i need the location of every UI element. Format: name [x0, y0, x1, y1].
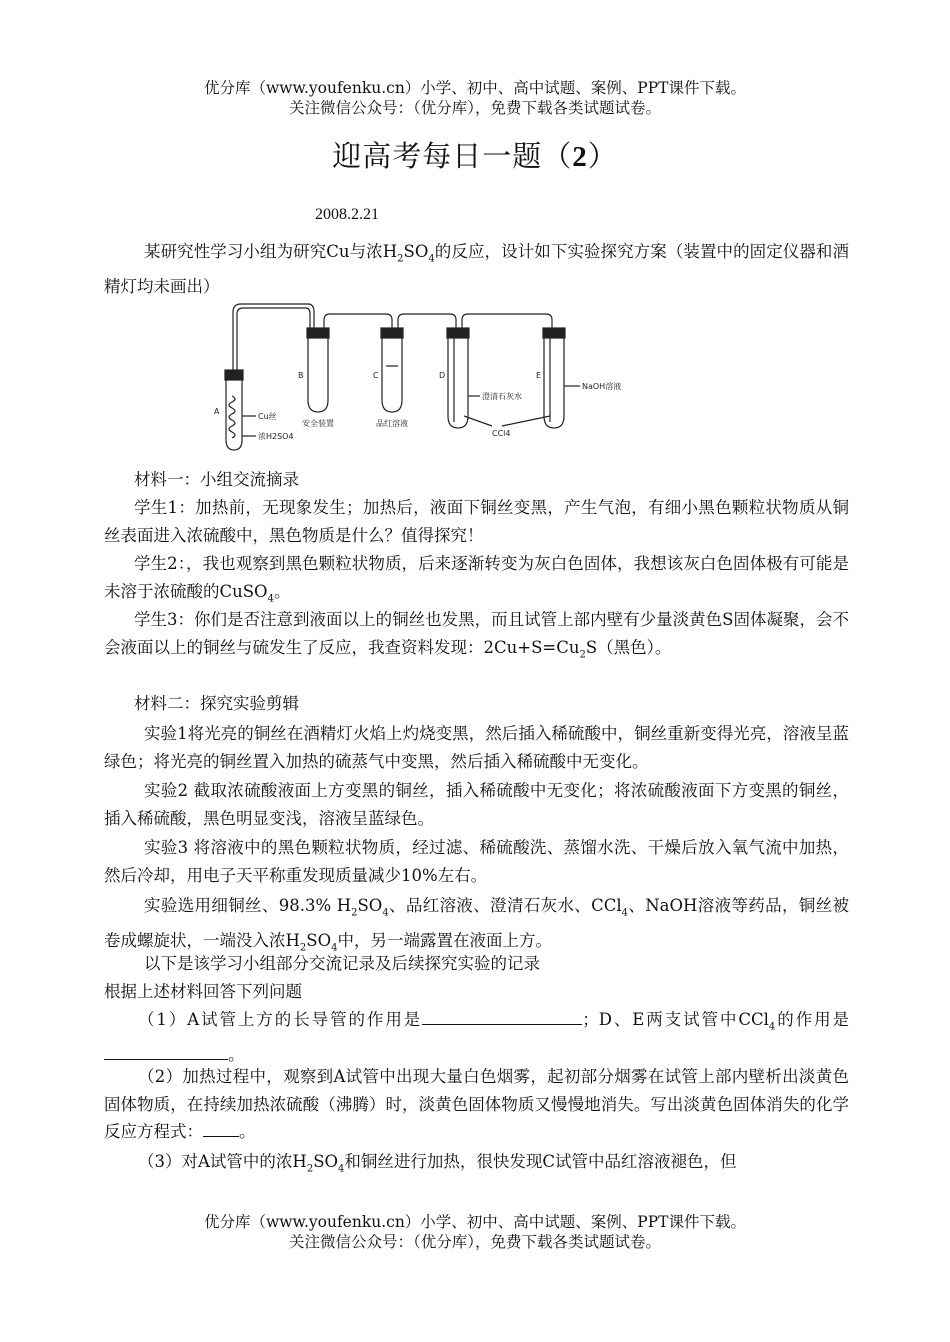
label-b: B: [298, 371, 304, 380]
question-3: （3）对A试管中的浓$H_2SO_4$和铜丝进行加热，很快发现C试管中品红溶液褪色，但: [138, 1152, 737, 1175]
header-line-2: 关注微信公众号：（优分库），免费下载各类试题试卷。: [288, 99, 661, 117]
apparatus-diagram: [210, 298, 650, 458]
label-a: A: [214, 407, 220, 416]
instruction-text: 根据上述材料回答下列问题: [104, 982, 302, 1001]
label-ccl4: CCl4: [492, 429, 511, 438]
material2-heading: 材料二：探究实验剪辑: [134, 694, 299, 713]
reagents-paragraph: 实验选用细铜丝、98.3% $H_2SO_4$、品红溶液、澄清石灰水、CCl$_4$、NaOH溶液等药品，铜丝被卷成螺旋状，一端没入浓$H_2SO_4$中，另一端露置在液面上方。: [104, 896, 849, 954]
label-cu: Cu丝: [258, 412, 277, 421]
experiment1-paragraph: 实验1将光亮的铜丝在酒精灯火焰上灼烧变黑，然后插入稀硫酸中，铜丝重新变得光亮，溶液呈蓝绿色；将光亮的铜丝置入加热的硫蒸气中变黑，然后插入稀硫酸中无变化。: [104, 724, 849, 771]
header-line-1: 优分库（www.youfenku.cn）小学、初中、高中试题、案例、PPT课件下载。: [203, 79, 747, 97]
label-limewater: 澄清石灰水: [482, 392, 522, 401]
answer-blank-2[interactable]: [104, 1041, 228, 1060]
intro-paragraph: 某研究性学习小组为研究Cu与浓$H_2SO_4$的反应，设计如下实验探究方案（装置中的固定仪器和酒精灯均未画出）: [104, 242, 850, 296]
title-text: 迎高考每日一题（: [332, 139, 573, 173]
label-e: E: [536, 371, 542, 380]
following-text: 以下是该学习小组部分交流记录及后续探究实验的记录: [144, 954, 540, 973]
label-pinhong: 品红溶液: [376, 419, 408, 428]
label-acid: 浓H2SO4: [258, 432, 294, 441]
experiment3-paragraph: 实验3 将溶液中的黑色颗粒状物质，经过滤、稀硫酸洗、蒸馏水洗、干燥后放入氧气流中加热，然后冷却，用电子天平称重发现质量减少10%左右。: [104, 838, 849, 885]
date: 2008.2.21: [315, 206, 379, 223]
label-c: C: [373, 371, 379, 380]
question-1: （1）A试管上方的长导管的作用是 ；D、E两支试管中CCl$_4$的作用是。: [104, 1006, 849, 1068]
footer-line-1: 优分库（www.youfenku.cn）小学、初中、高中试题、案例、PPT课件下载。: [203, 1213, 747, 1231]
question-2: （2）加热过程中，观察到A试管中出现大量白色烟雾，起初部分烟雾在试管上部内壁析出淡黄色固体物质，在持续加热浓硫酸（沸腾）时，淡黄色固体物质又慢慢地消失。写出淡黄色固体消失的化学反应方程式： 。: [104, 1067, 849, 1141]
label-d: D: [439, 371, 446, 380]
footer-line-2: 关注微信公众号：（优分库），免费下载各类试题试卷。: [288, 1233, 661, 1251]
title-end: ）: [587, 139, 618, 173]
student1-paragraph: 学生1：加热前，无现象发生；加热后，液面下铜丝变黑，产生气泡，有细小黑色颗粒状物质从铜丝表面进入浓硫酸中，黑色物质是什么？值得探究！: [104, 498, 849, 545]
material1-heading: 材料一：小组交流摘录: [134, 470, 299, 489]
title-number: 2: [572, 141, 588, 173]
label-naoh: NaOH溶液: [582, 382, 622, 391]
answer-blank-1[interactable]: [422, 1006, 582, 1025]
student2-paragraph: 学生2：，我也观察到黑色颗粒状物质，后来逐渐转变为灰白色固体，我想该灰白色固体极有可能是未溶于浓硫酸的CuSO$_4$。: [104, 554, 849, 604]
answer-blank-3[interactable]: [203, 1118, 239, 1137]
page-title: [0, 134, 950, 175]
student3-paragraph: 学生3：你们是否注意到液面以上的铜丝也发黑，而且试管上部内壁有少量淡黄色S固体凝聚，会不会液面以上的铜丝与硫发生了反应，我查资料发现：$2Cu+S=Cu_2S$（黑色）。: [104, 610, 849, 660]
experiment2-paragraph: 实验2 截取浓硫酸液面上方变黑的铜丝，插入稀硫酸中无变化；将浓硫酸液面下方变黑的铜丝，插入稀硫酸，黑色明显变浅，溶液呈蓝绿色。: [104, 781, 849, 828]
label-safety: 安全装置: [302, 419, 334, 428]
